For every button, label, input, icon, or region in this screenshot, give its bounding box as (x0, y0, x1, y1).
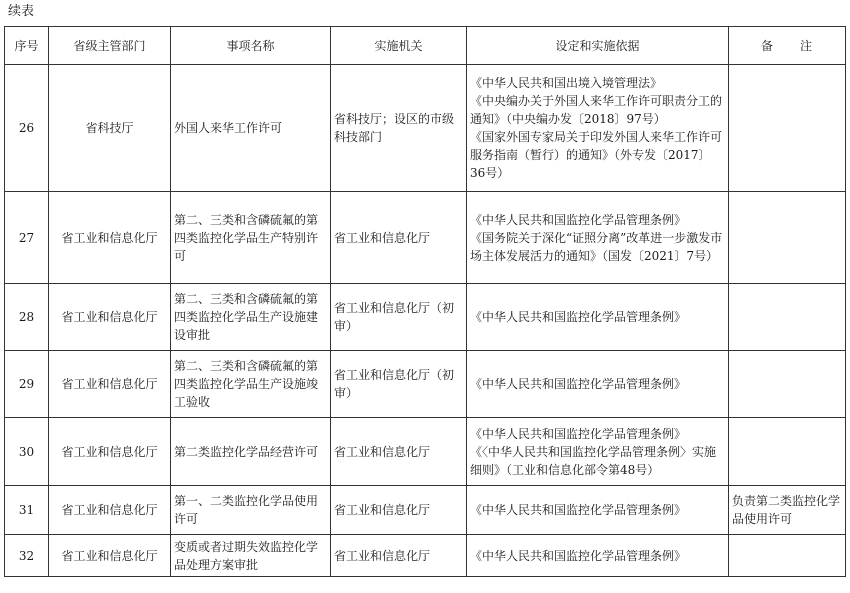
cell-basis (467, 192, 729, 284)
cell-remark (729, 284, 846, 351)
table-row (5, 284, 846, 351)
cell-item: 变质或者过期失效监控化学品处理方案审批 (171, 535, 331, 577)
basis-entry: 《中央编办关于外国人来华工作许可职责分工的通知》（中央编办发〔2018〕97号） (470, 94, 723, 126)
cell-item: 第一、二类监控化学品使用许可 (171, 486, 331, 535)
cell-remark (729, 192, 846, 284)
cell-dept: 省工业和信息化厅 (49, 418, 171, 486)
cell-basis (467, 486, 729, 535)
basis-entry: 《中华人民共和国监控化学品管理条例》 (470, 310, 687, 324)
cell-dept: 省科技厅 (49, 65, 171, 192)
table-caption: 续表 (8, 4, 35, 19)
table-header-row (5, 27, 846, 65)
cell-agency: 省工业和信息化厅（初审） (331, 351, 467, 418)
cell-seq: 28 (5, 284, 49, 351)
cell-seq: 32 (5, 535, 49, 577)
cell-basis (467, 284, 729, 351)
cell-agency: 省工业和信息化厅 (331, 535, 467, 577)
cell-agency: 省工业和信息化厅 (331, 418, 467, 486)
cell-dept: 省工业和信息化厅 (49, 351, 171, 418)
cell-item: 第二、三类和含磷硫氟的第四类监控化学品生产设施建设审批 (171, 284, 331, 351)
table-row (5, 192, 846, 284)
cell-remark (729, 418, 846, 486)
cell-basis (467, 351, 729, 418)
basis-entry: 《中华人民共和国监控化学品管理条例》 (470, 212, 687, 227)
cell-remark: 负责第二类监控化学品使用许可 (729, 486, 846, 535)
cell-seq: 26 (5, 65, 49, 192)
cell-remark (729, 351, 846, 418)
cell-seq: 30 (5, 418, 49, 486)
table-row (5, 65, 846, 192)
basis-entry: 《国务院关于深化“证照分离”改革进一步激发市场主体发展活力的通知》（国发〔2021〕7号） (470, 230, 723, 263)
header-remark: 备 注 (729, 27, 846, 65)
table-body (5, 65, 846, 577)
header-dept: 省级主管部门 (49, 27, 171, 65)
cell-basis (467, 418, 729, 486)
cell-dept: 省工业和信息化厅 (49, 535, 171, 577)
basis-entry: 《〈中华人民共和国监控化学品管理条例〉实施细则》（工业和信息化部令第48号） (470, 444, 717, 477)
table-row (5, 486, 846, 535)
cell-seq: 29 (5, 351, 49, 418)
cell-remark (729, 65, 846, 192)
table-row (5, 351, 846, 418)
cell-item: 外国人来华工作许可 (171, 65, 331, 192)
cell-item: 第二类监控化学品经营许可 (171, 418, 331, 486)
header-basis: 设定和实施依据 (467, 27, 729, 65)
table-row (5, 535, 846, 577)
cell-agency: 省工业和信息化厅（初审） (331, 284, 467, 351)
cell-item: 第二、三类和含磷硫氟的第四类监控化学品生产设施竣工验收 (171, 351, 331, 418)
cell-dept: 省工业和信息化厅 (49, 192, 171, 284)
header-item: 事项名称 (171, 27, 331, 65)
cell-agency: 省科技厅；设区的市级科技部门 (331, 65, 467, 192)
cell-basis (467, 535, 729, 577)
cell-dept: 省工业和信息化厅 (49, 486, 171, 535)
basis-entry: 《国家外国专家局关于印发外国人来华工作许可服务指南（暂行）的通知》（外专发〔2017〕36号） (470, 130, 723, 180)
cell-seq: 31 (5, 486, 49, 535)
basis-entry: 《中华人民共和国监控化学品管理条例》 (470, 503, 687, 517)
cell-item: 第二、三类和含磷硫氟的第四类监控化学品生产特别许可 (171, 192, 331, 284)
basis-entry: 《中华人民共和国监控化学品管理条例》 (470, 377, 687, 391)
cell-dept: 省工业和信息化厅 (49, 284, 171, 351)
licensing-items-table (4, 26, 846, 577)
cell-agency: 省工业和信息化厅 (331, 192, 467, 284)
cell-remark (729, 535, 846, 577)
basis-entry: 《中华人民共和国监控化学品管理条例》 (470, 426, 687, 441)
table-row (5, 418, 846, 486)
cell-seq: 27 (5, 192, 49, 284)
header-agency: 实施机关 (331, 27, 467, 65)
basis-entry: 《中华人民共和国监控化学品管理条例》 (470, 548, 687, 563)
header-seq: 序号 (5, 27, 49, 65)
basis-entry: 《中华人民共和国出境入境管理法》 (470, 76, 663, 90)
cell-basis (467, 65, 729, 192)
cell-agency: 省工业和信息化厅 (331, 486, 467, 535)
